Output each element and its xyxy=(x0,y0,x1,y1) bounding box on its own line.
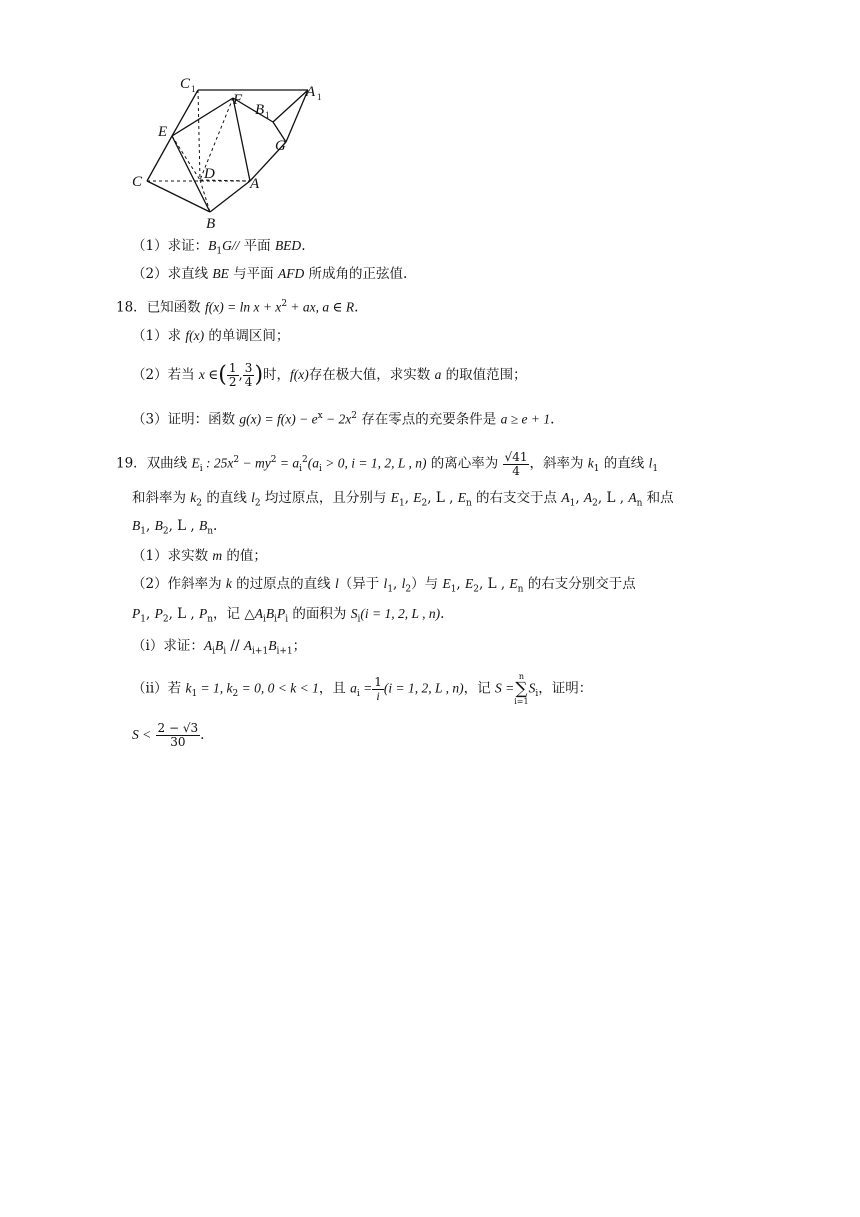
prism-diagram xyxy=(120,70,350,235)
q19-part2-line1: （2）作斜率为 k 的过原点的直线 l（异于 $l_1$, $l_2$）与 $E_1$, $E_2$, L , $E_n$ 的右支分别交于点 xyxy=(132,576,636,595)
q17-part1: （1）求证：$B_1G//$ 平面 BED. xyxy=(132,238,306,257)
q19-part1: （1）求实数 m 的值； xyxy=(132,548,267,564)
q19-part2-line2: $P_1$, $P_2$, L , $P_n$，记 $\triangle A_iB_iP_i$ 的面积为 $S_i(i = 1$, 2, L , n). xyxy=(132,606,445,625)
q19-stem-line1: 19．双曲线 $E_i$ : $25x^2 - my^2 = a_i^2(a_i > 0$, i = 1, 2, L , n) 的离心率为 $\frac{√41}{4}$ ，斜率为 $k_1$ 的直线 $l_1$ xyxy=(116,449,659,478)
q19-stem-line3: $B_1$, $B_2$, L , $B_n$. xyxy=(132,518,218,537)
q19-part-ii: （ii）若 $k_1 = 1$, $k_2 = 0$, 0 < k < 1，且 $a_i$ = $\frac{1}{i}(i = 1$, 2, L , n)，记 S =n ∑ $i=1S_i$，证明： xyxy=(132,672,593,706)
label-b: B xyxy=(206,216,216,232)
label-d: D xyxy=(204,166,215,182)
q18-part2: （2）若当 x ∈( $\frac{1}{2}$ , $\frac{3}{4}$ )时，f(x)存在极大值，求实数 a 的取值范围； xyxy=(132,361,527,389)
q19-part-i: （i）求证：$A_iB_i // A_{i+1}B_{i+1}$； xyxy=(132,638,307,657)
q18-part1: （1）求 f(x) 的单调区间； xyxy=(132,328,290,344)
label-c: C xyxy=(132,174,143,190)
label-a: A xyxy=(250,176,260,192)
prism-figure xyxy=(120,70,350,235)
q19-stem-line2: 和斜率为 $k_2$ 的直线 $l_2$ 均过原点，且分别与 $E_1$, $E_2$, L , $E_n$ 的右支交于点 $A_1$, $A_2$, L , $A_n$ 和点 xyxy=(132,490,674,509)
q19-conclusion: S < $\frac{2 - √3}{30}$ . xyxy=(132,721,205,749)
label-f: F xyxy=(233,92,243,108)
label-c1-sub: 1 xyxy=(191,84,196,94)
label-e: E xyxy=(158,124,168,140)
label-a1: A xyxy=(306,84,316,100)
q18-stem: 18．已知函数 $f(x) = \ln x + x^2$ + ax, a ∈ R. xyxy=(116,299,359,316)
label-a1-sub: 1 xyxy=(317,92,322,102)
q18-part3: （3）证明：函数 $g(x) = f(x) - e^x - 2x^2$ 存在零点的充要条件是 a ≥ e + 1. xyxy=(132,411,555,428)
q17-part2: （2）求直线 BE 与平面 AFD 所成角的正弦值. xyxy=(132,266,408,282)
label-c1: C xyxy=(180,76,191,92)
label-g: G xyxy=(275,138,286,154)
label-b1: B xyxy=(255,102,265,118)
label-b1-sub: 1 xyxy=(265,110,270,120)
